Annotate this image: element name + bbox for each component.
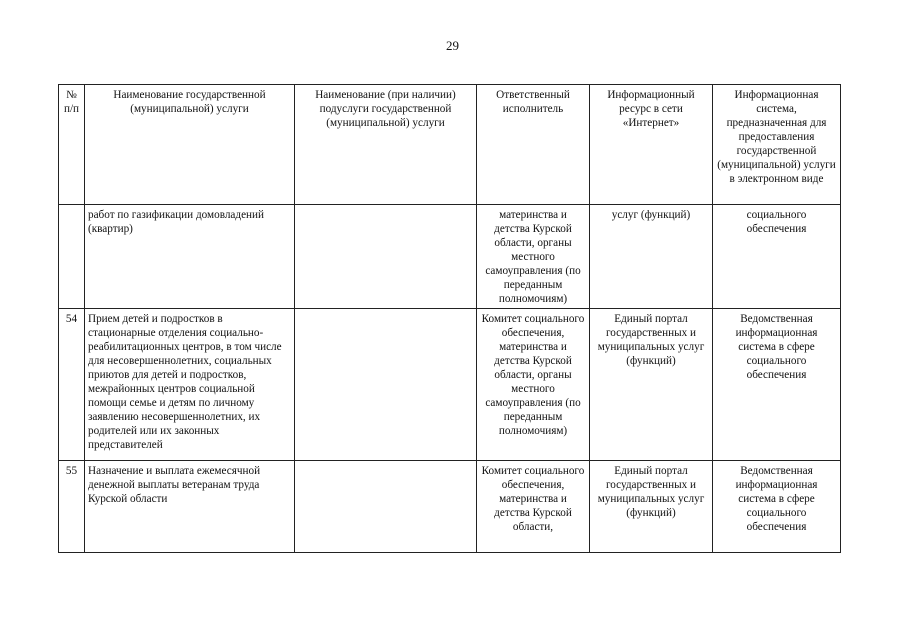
internet-resource: Единый портал государственных и муниципальных услуг (функций) [590, 309, 713, 461]
subservice-name [295, 461, 477, 553]
service-name: работ по газификации домовладений (квартир) [85, 205, 295, 309]
service-name: Назначение и выплата ежемесячной денежной выплаты ветеранам труда Курской области [85, 461, 295, 553]
table-row [59, 461, 841, 553]
page-number: 29 [446, 38, 459, 53]
subservice-name [295, 205, 477, 309]
executor: материнства и детства Курской области, органы местного самоуправления (по переданным полномочиям) [477, 205, 590, 309]
header-service-name: Наименование государственной (муниципальной) услуги [85, 85, 295, 205]
row-number: 54 [59, 309, 85, 461]
services-table [58, 84, 841, 553]
executor: Комитет социального обеспечения, материнства и детства Курской области, органы местного самоуправления (по переданным полномочиям) [477, 309, 590, 461]
service-name: Прием детей и подростков в стационарные отделения социально-реабилитационных центров, в том числе для несовершеннолетних, социальных приютов для детей и подростков, межрайонных центров социальной помощи семье и детям по личному заявлению несовершеннолетних, их родителей или их законных представителей [85, 309, 295, 461]
table-row [59, 309, 841, 461]
table-row [59, 205, 841, 309]
subservice-name [295, 309, 477, 461]
table-header-row [59, 85, 841, 205]
information-system: Ведомственная информационная система в сфере социального обеспечения [713, 309, 841, 461]
header-information-system: Информационная система, предназначенная для предоставления государственной (муниципальной) услуги в электронном виде [713, 85, 841, 205]
internet-resource: услуг (функций) [590, 205, 713, 309]
information-system: Ведомственная информационная система в сфере социального обеспечения [713, 461, 841, 553]
information-system: социального обеспечения [713, 205, 841, 309]
internet-resource: Единый портал государственных и муниципальных услуг (функций) [590, 461, 713, 553]
row-number [59, 205, 85, 309]
executor: Комитет социального обеспечения, материнства и детства Курской области, [477, 461, 590, 553]
header-executor: Ответственный исполнитель [477, 85, 590, 205]
row-number: 55 [59, 461, 85, 553]
header-internet-resource: Информационный ресурс в сети «Интернет» [590, 85, 713, 205]
header-subservice-name: Наименование (при наличии) подуслуги государственной (муниципальной) услуги [295, 85, 477, 205]
header-num: № п/п [59, 85, 85, 205]
